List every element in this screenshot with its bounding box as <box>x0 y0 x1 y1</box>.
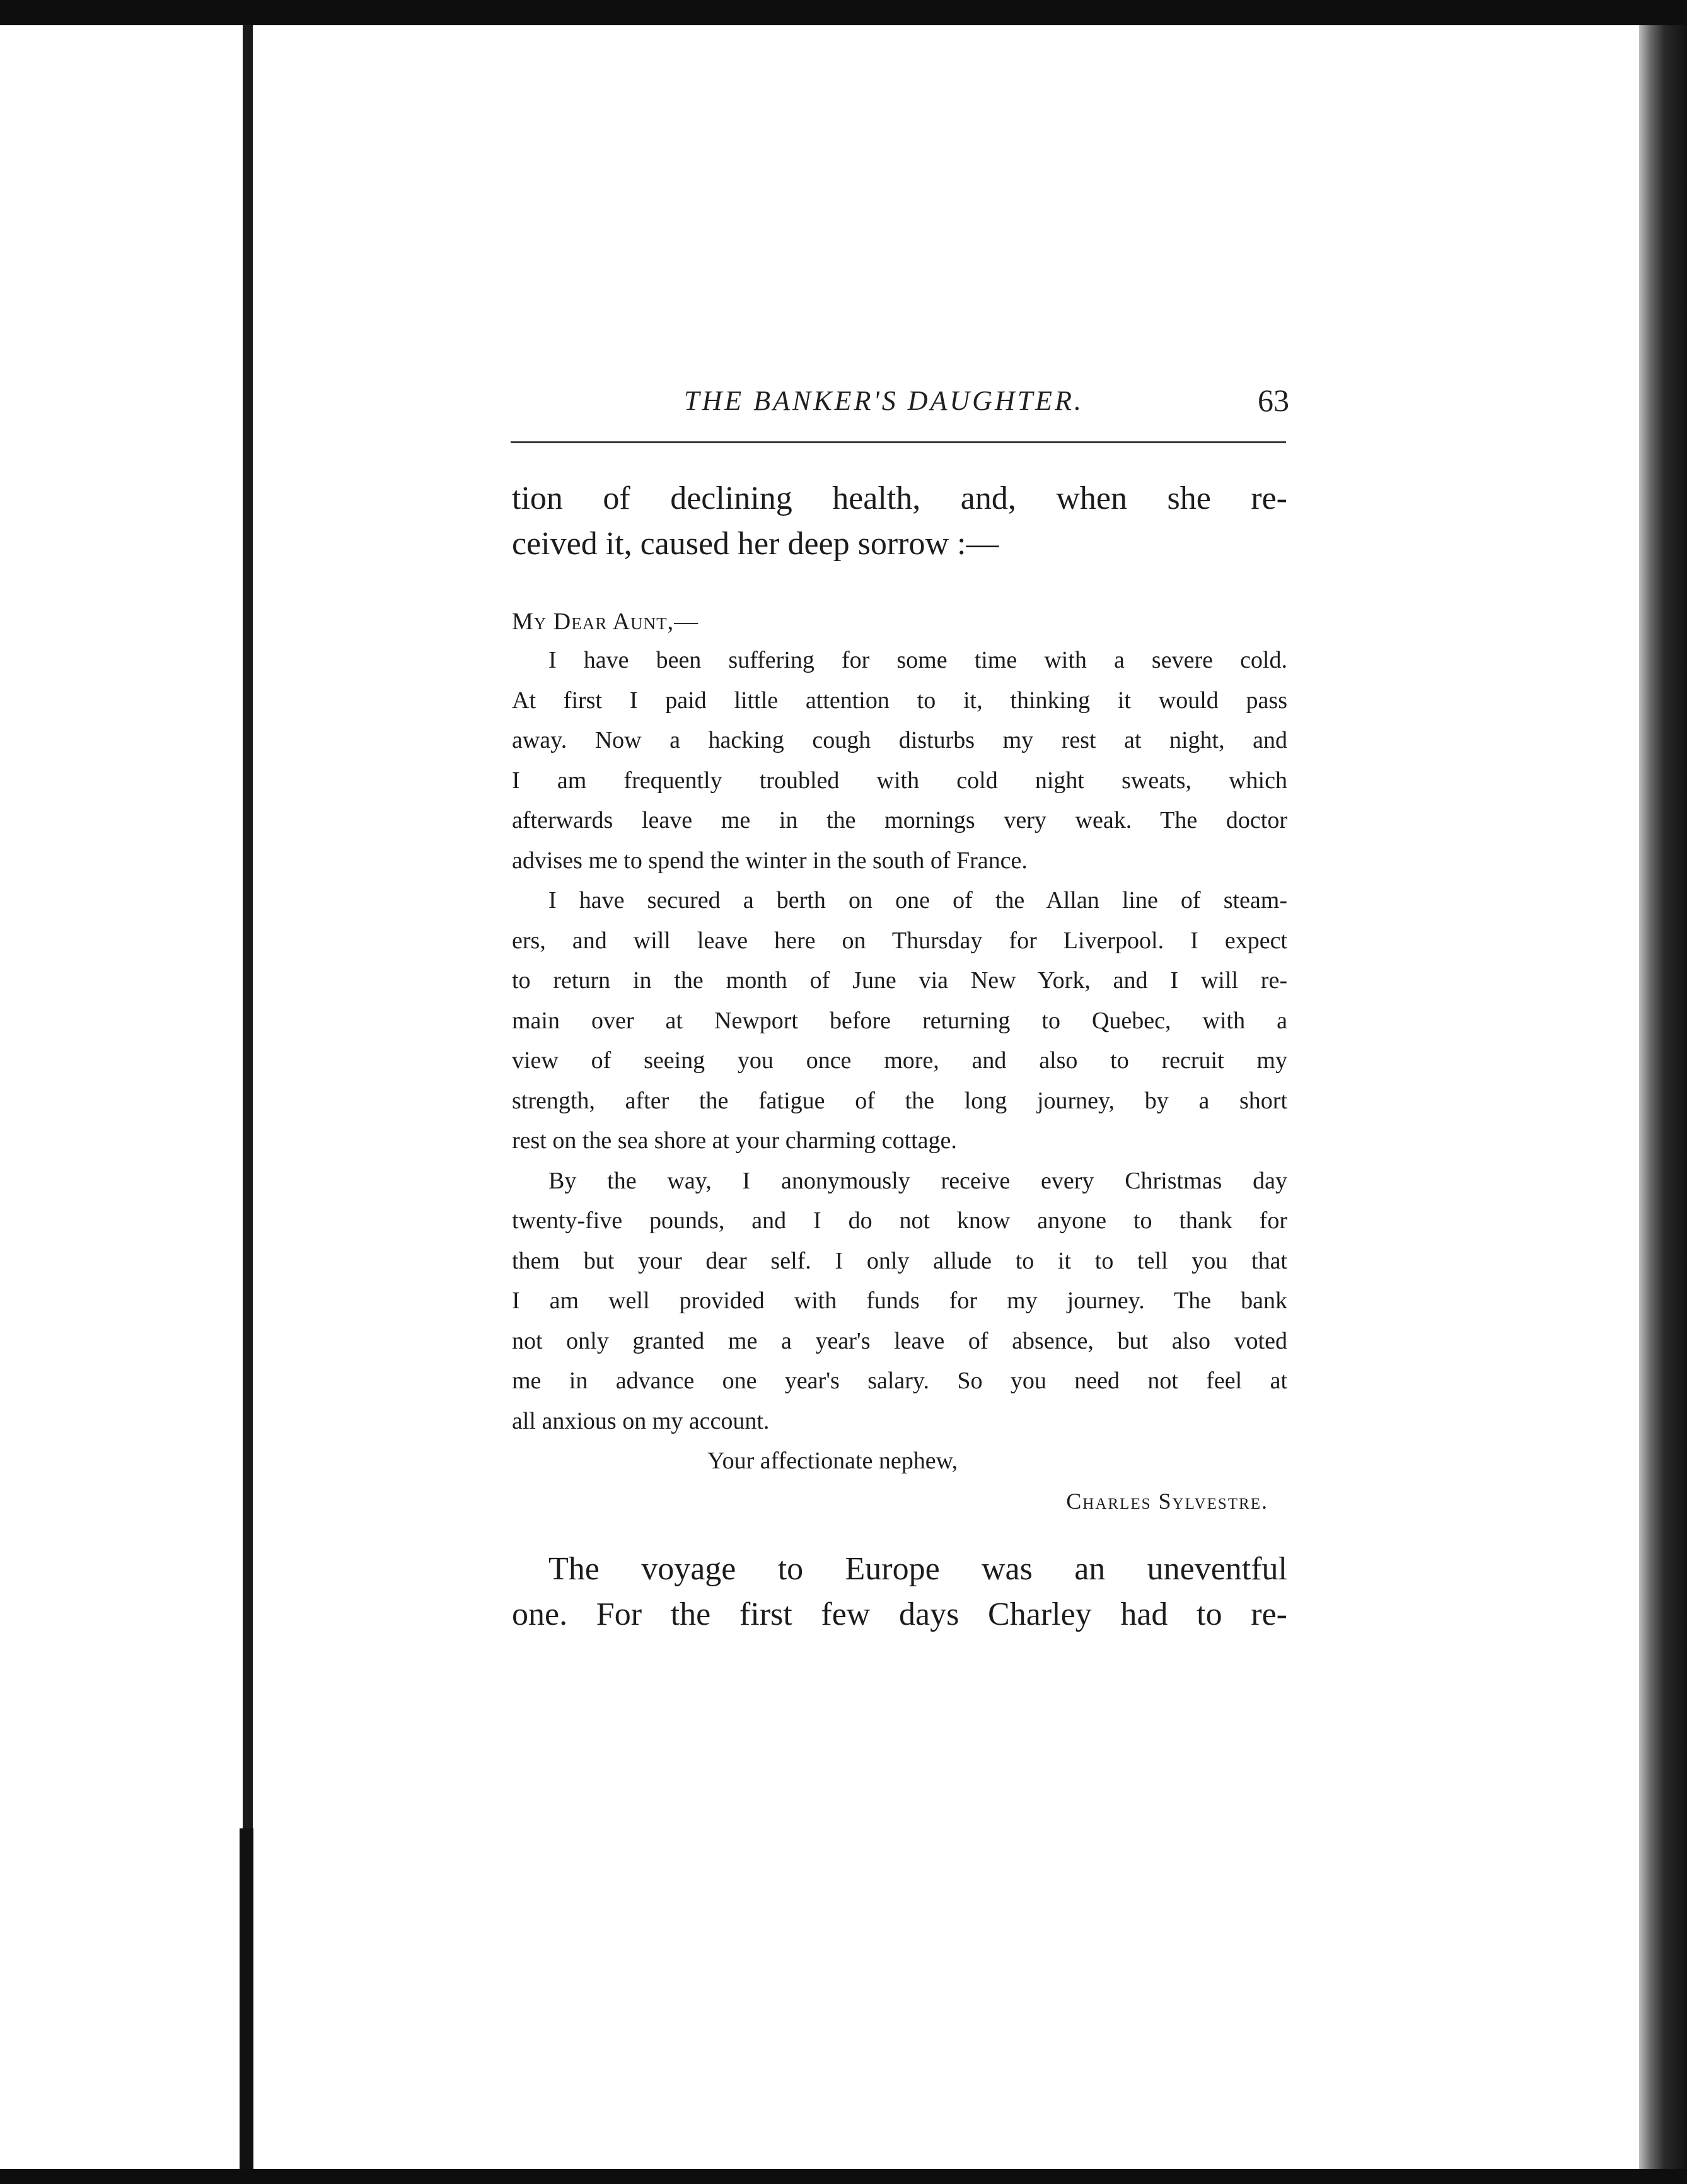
letter-line: I am frequently troubled with cold night sweats, which <box>512 767 1287 794</box>
letter-line: I am well provided with funds for my journey. The bank <box>512 1287 1287 1314</box>
lead-line: tion of declining health, and, when she re- <box>512 480 1287 516</box>
body-text <box>512 476 1287 1637</box>
letter-line: I have secured a berth on one of the Allan line of steam- <box>548 887 1287 914</box>
letter-line: rest on the sea shore at your charming cottage. <box>512 1127 957 1154</box>
narrative-line: one. For the first few days Charley had to re- <box>512 1596 1287 1632</box>
scan-border-bottom <box>0 2169 1687 2184</box>
letter-line: ers, and will leave here on Thursday for Liverpool. I expect <box>512 927 1287 954</box>
letter-line: strength, after the fatigue of the long journey, by a short <box>512 1087 1287 1114</box>
lead-line: ceived it, caused her deep sorrow :— <box>512 526 999 562</box>
letter-line: me in advance one year's salary. So you need not feel at <box>512 1368 1287 1394</box>
letter-line: them but your dear self. I only allude to it to tell you that <box>512 1247 1287 1274</box>
running-head <box>684 385 1289 422</box>
letter-closing: Your affectionate nephew, <box>707 1448 958 1474</box>
letter-paragraph-3 <box>512 1161 1287 1442</box>
letter-line: By the way, I anonymously receive every Christmas day <box>548 1167 1287 1194</box>
page-number: 63 <box>1258 383 1289 418</box>
narrative-line: The voyage to Europe was an uneventful <box>548 1551 1287 1587</box>
running-title: THE BANKER'S DAUGHTER. <box>684 385 1084 416</box>
letter-line: not only granted me a year's leave of absence, but also voted <box>512 1327 1287 1354</box>
letter-paragraph-2 <box>512 881 1287 1161</box>
letter-line: all anxious on my account. <box>512 1407 770 1434</box>
letter-line: to return in the month of June via New York, and I will re- <box>512 967 1287 994</box>
letter-line: advises me to spend the winter in the south of France. <box>512 847 1028 874</box>
letter-line: main over at Newport before returning to Quebec, with a <box>512 1007 1287 1034</box>
letter-line: twenty-five pounds, and I do not know anyone to thank for <box>512 1207 1287 1234</box>
letter-signature: Charles Sylvestre. <box>1066 1488 1268 1514</box>
letter-line: I have been suffering for some time with a severe cold. <box>548 647 1287 673</box>
narrative-continuation <box>512 1547 1287 1637</box>
scan-border-top <box>0 0 1687 25</box>
letter-line: afterwards leave me in the mornings very weak. The doctor <box>512 807 1287 834</box>
letter-salutation: My Dear Aunt,— <box>512 608 699 635</box>
letter-line: view of seeing you once more, and also to recruit my <box>512 1047 1287 1074</box>
facing-page-edge-shadow <box>240 1828 253 2184</box>
letter-paragraph-1 <box>512 641 1287 881</box>
letter-line: away. Now a hacking cough disturbs my rest at night, and <box>512 727 1287 753</box>
letter-line: At first I paid little attention to it, thinking it would pass <box>512 687 1287 714</box>
header-rule <box>511 441 1286 443</box>
page-fore-edge <box>1639 25 1687 2184</box>
